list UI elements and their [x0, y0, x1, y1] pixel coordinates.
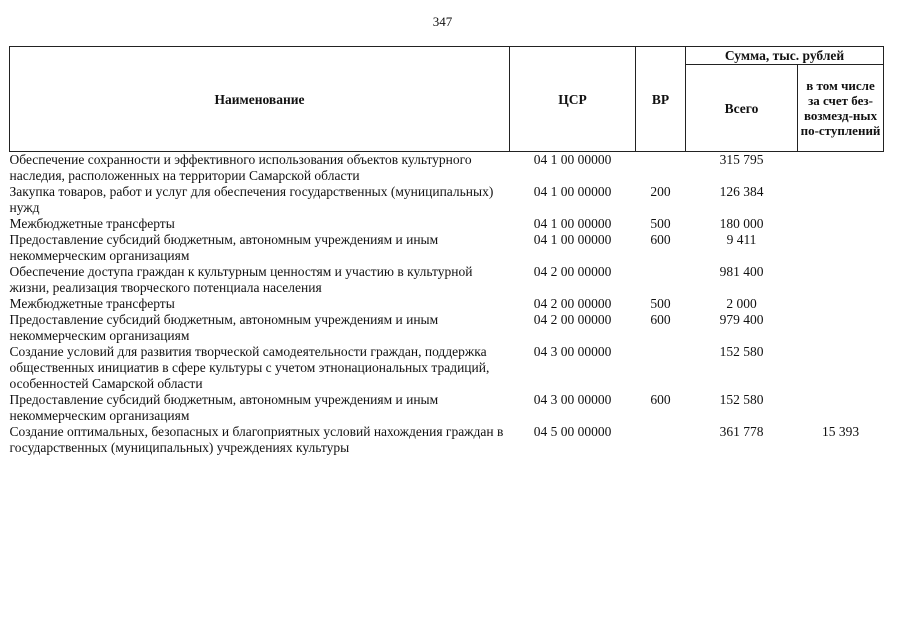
row-total: 152 580 [719, 392, 764, 407]
row-name: Создание оптимальных, безопасных и благоприятных условий нахождения граждан в государственных (муниципальных) учреждениях культуры [9, 424, 504, 455]
table-row [10, 184, 884, 216]
row-name: Предоставление субсидий бюджетным, автономным учреждениям и иным некоммерческим организациям [9, 312, 439, 343]
row-csr: 04 2 00 00000 [533, 296, 612, 311]
row-csr: 04 2 00 00000 [533, 264, 612, 279]
row-total: 126 384 [719, 184, 764, 199]
row-including [798, 296, 884, 312]
row-including [798, 216, 884, 232]
row-name: Предоставление субсидий бюджетным, автономным учреждениям и иным некоммерческим организациям [9, 392, 439, 423]
table-row [10, 312, 884, 344]
row-vr: 600 [650, 392, 671, 407]
row-name: Закупка товаров, работ и услуг для обеспечения государственных (муниципальных) нужд [9, 184, 494, 215]
row-name: Межбюджетные трансферты [9, 296, 175, 311]
row-including [798, 184, 884, 216]
table-row [10, 152, 884, 185]
row-including [798, 264, 884, 296]
row-csr: 04 1 00 00000 [533, 152, 612, 167]
row-total: 979 400 [719, 312, 764, 327]
row-csr: 04 3 00 00000 [533, 392, 612, 407]
row-including [798, 152, 884, 185]
row-vr [636, 424, 686, 456]
row-csr: 04 3 00 00000 [533, 344, 612, 359]
budget-table [9, 46, 884, 456]
table-row [10, 232, 884, 264]
row-vr: 500 [650, 296, 671, 311]
row-vr: 500 [650, 216, 671, 231]
row-including [798, 312, 884, 344]
table-row [10, 296, 884, 312]
row-name: Предоставление субсидий бюджетным, автономным учреждениям и иным некоммерческим организациям [9, 232, 439, 263]
row-including: 15 393 [821, 424, 860, 439]
row-name: Обеспечение доступа граждан к культурным ценностям и участию в культурной жизни, реализация творческого потенциала населения [9, 264, 473, 295]
row-total: 361 778 [719, 424, 764, 439]
row-including [798, 392, 884, 424]
row-csr: 04 2 00 00000 [533, 312, 612, 327]
row-total: 315 795 [719, 152, 764, 167]
row-name: Обеспечение сохранности и эффективного использования объектов культурного наследия, расположенных на территории Самарской области [9, 152, 472, 183]
page-number: 347 [432, 14, 453, 29]
table-row [10, 392, 884, 424]
header-name: Наименование [10, 47, 510, 152]
row-total: 981 400 [719, 264, 764, 279]
table-header [10, 47, 884, 152]
row-total: 9 411 [726, 232, 757, 247]
row-name: Межбюджетные трансферты [9, 216, 175, 231]
header-sum-group: Сумма, тыс. рублей [686, 47, 884, 65]
row-name: Создание условий для развития творческой самодеятельности граждан, поддержка общественных инициатив в сфере культуры с учетом этнонациональных традиций, особенностей Самарской области [9, 344, 490, 391]
row-including [798, 344, 884, 392]
header-total: Всего [686, 65, 798, 152]
header-vr: ВР [636, 47, 686, 152]
table-row [10, 264, 884, 296]
table-row [10, 216, 884, 232]
header-including: в том числе за счет без-возмезд-ных по-ступлений [798, 65, 884, 152]
row-vr: 600 [650, 312, 671, 327]
header-csr: ЦСР [510, 47, 636, 152]
row-csr: 04 1 00 00000 [533, 184, 612, 199]
row-vr: 200 [650, 184, 671, 199]
row-total: 180 000 [719, 216, 764, 231]
row-vr: 600 [650, 232, 671, 247]
row-total: 2 000 [726, 296, 757, 311]
row-total: 152 580 [719, 344, 764, 359]
row-vr [636, 264, 686, 296]
row-csr: 04 1 00 00000 [533, 232, 612, 247]
table-body [10, 152, 884, 457]
row-including [798, 232, 884, 264]
row-vr [636, 152, 686, 185]
table-row [10, 344, 884, 392]
row-csr: 04 1 00 00000 [533, 216, 612, 231]
table-row [10, 424, 884, 456]
row-csr: 04 5 00 00000 [533, 424, 612, 439]
row-vr [636, 344, 686, 392]
